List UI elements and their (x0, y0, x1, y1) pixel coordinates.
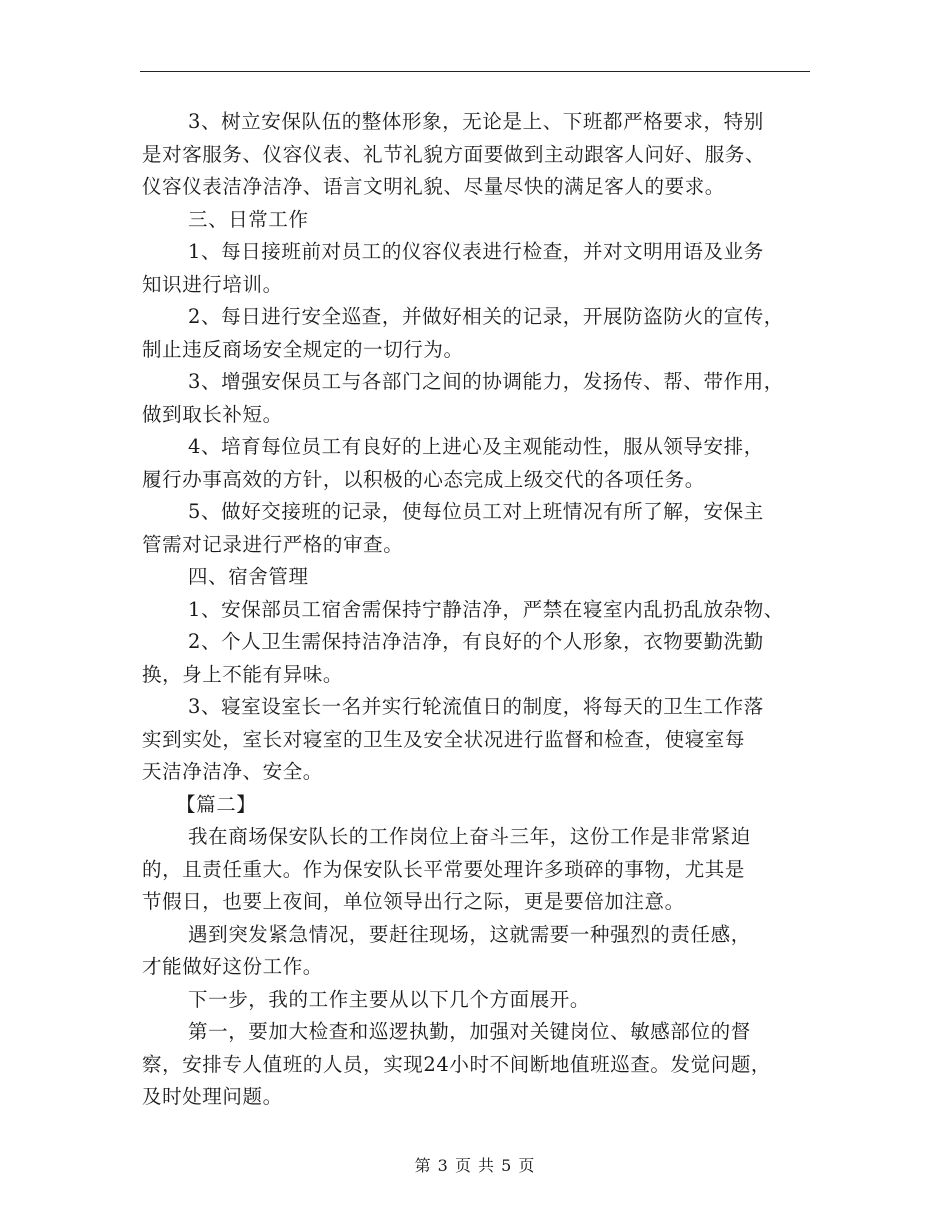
paragraph-line: 实到实处，室长对寝室的卫生及安全状况进行监督和检查，使寝室每 (142, 727, 746, 751)
section-heading: 三、日常工作 (188, 207, 309, 231)
paragraph-line: 2、每日进行安全巡查，并做好相关的记录，开展防盗防火的宣传， (188, 305, 784, 328)
paragraph-line: 才能做好这份工作。 (142, 955, 323, 978)
paragraph-line: 是对客服务、仪容仪表、礼节礼貌方面要做到主动跟客人问好、服务、 (142, 142, 766, 166)
paragraph-line: 知识进行培训。 (142, 272, 283, 296)
paragraph-line: 天洁净洁净、安全。 (142, 760, 323, 783)
paragraph-line: 及时处理问题。 (142, 1085, 283, 1108)
paragraph-line: 3、寝室设室长一名并实行轮流值日的制度，将每天的卫生工作落 (188, 695, 764, 718)
paragraph-line: 3、树立安保队伍的整体形象，无论是上、下班都严格要求，特别 (188, 110, 764, 133)
paragraph-line: 管需对记录进行严格的审查。 (142, 532, 404, 556)
document-body (142, 106, 822, 1114)
paragraph-line: 第一，要加大检查和巡逻执勤，加强对关键岗位、敏感部位的督 (188, 1020, 751, 1043)
paragraph-line: 的，且责任重大。作为保安队长平常要处理许多琐碎的事物，尤其是 (142, 857, 746, 881)
paragraph-line: 制止违反商场安全规定的一切行为。 (142, 337, 464, 361)
paragraph-line: 察，安排专人值班的人员，实现24小时不间断地值班巡查。发觉问题， (142, 1052, 772, 1076)
paragraph-line: 换，身上不能有异味。 (142, 662, 344, 686)
paragraph-line: 做到取长补短。 (142, 402, 283, 426)
paragraph-line: 遇到突发紧急情况，要赶往现场，这就需要一种强烈的责任感， (188, 922, 751, 946)
page-number-footer: 第 3 页 共 5 页 (414, 1156, 536, 1175)
header-rule (140, 71, 810, 72)
paragraph-line: 3、增强安保员工与各部门之间的协调能力，发扬传、帮、带作用， (188, 370, 784, 393)
paragraph-line: 我在商场保安队长的工作岗位上奋斗三年，这份工作是非常紧迫 (188, 825, 751, 848)
paragraph-line: 4、培育每位员工有良好的上进心及主观能动性，服从领导安排， (188, 435, 764, 458)
paragraph-line: 1、每日接班前对员工的仪容仪表进行检查，并对文明用语及业务 (188, 240, 764, 263)
section-heading: 【篇二】 (176, 792, 257, 816)
paragraph-line: 节假日，也要上夜间，单位领导出行之际，更是要倍加注意。 (142, 890, 685, 913)
paragraph-line: 2、个人卫生需保持洁净洁净，有良好的个人形象，衣物要勤洗勤 (188, 630, 764, 653)
paragraph-line: 仪容仪表洁净洁净、语言文明礼貌、尽量尽快的满足客人的要求。 (142, 175, 725, 198)
paragraph-line: 1、安保部员工宿舍需保持宁静洁净，严禁在寝室内乱扔乱放杂物、 (188, 597, 784, 621)
paragraph-line: 下一步，我的工作主要从以下几个方面展开。 (188, 987, 591, 1011)
paragraph-line: 5、做好交接班的记录，使每位员工对上班情况有所了解，安保主 (188, 500, 764, 523)
section-heading: 四、宿舍管理 (188, 565, 309, 588)
paragraph-line: 履行办事高效的方针，以积极的心态完成上级交代的各项任务。 (142, 467, 705, 491)
